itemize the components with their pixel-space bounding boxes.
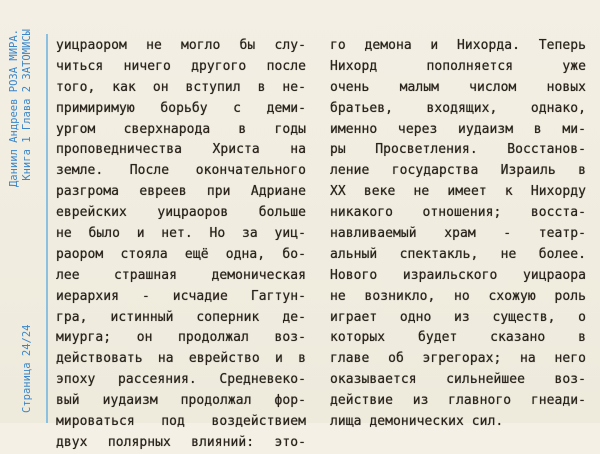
text-line: Нового израильского уицраора — [330, 267, 586, 283]
right-text-column — [330, 36, 586, 433]
page-counter: Страница 24/24 — [21, 324, 33, 413]
text-line: земле. После окончательного — [56, 163, 306, 179]
text-line: го демона и Нихорда. Теперь — [330, 38, 586, 53]
text-line: ургом сверхнарода в годы — [56, 121, 306, 137]
text-line: братьев, входящих, однако, — [330, 100, 586, 116]
text-line: главе об эгрегорах; на него — [330, 351, 586, 367]
text-line: гра, истинный соперник де- — [56, 309, 306, 325]
text-line: которых будет сказано в — [330, 330, 586, 346]
text-line: эпоху рассеяния. Средневеко- — [56, 372, 306, 388]
text-line: оказывается сильнейшее воз- — [330, 372, 586, 388]
text-line: читься ничего другого после — [56, 58, 306, 74]
text-line: лища демонических сил. — [330, 414, 504, 430]
text-line: никакого отношения; восста- — [330, 205, 586, 221]
text-line: миурга; он продолжал воз- — [56, 330, 306, 346]
text-line: XX веке не имеет к Нихорду — [330, 184, 586, 200]
text-line: мироваться под воздействием — [56, 414, 306, 430]
text-line: очень малым числом новых — [330, 79, 586, 95]
text-line: альный спектакль, не более. — [330, 246, 586, 262]
margin-rule — [46, 34, 48, 423]
text-line: действие из главного гнеади- — [330, 393, 586, 409]
text-line: вый иудаизм продолжал фор- — [56, 393, 306, 409]
side-label-chapter: Книга 1 Глава 2 ЗАТОМИСЫ — [21, 29, 33, 181]
text-line: разгрома евреев при Адриане — [56, 184, 306, 200]
text-line: того, как он вступил в не- — [56, 79, 306, 95]
text-line: играет одно из существ, о — [330, 309, 586, 325]
text-line: проповедничества Христа на — [56, 142, 306, 158]
text-line: навливаемый храм - театр- — [330, 226, 586, 242]
text-line: раором стояла ещё одна, бо- — [56, 246, 306, 262]
text-line: лее страшная демоническая — [56, 267, 306, 283]
text-line: ление государства Израиль в — [330, 163, 586, 179]
text-line: еврейских уицраоров больше — [56, 205, 306, 221]
side-label-title: Даниил Андреев РОЗА МИРА. — [8, 29, 20, 188]
text-line: примиримую борьбу с деми- — [56, 100, 306, 116]
side-label-bottom-row — [21, 21, 34, 413]
text-line: уицраором не могло бы слу- — [56, 38, 306, 53]
text-line: ры Просветления. Восстанов- — [330, 142, 586, 158]
text-line: именно через иудаизм в ми- — [330, 121, 586, 137]
text-line: не было и нет. Но за уиц- — [56, 226, 306, 242]
text-line: двух полярных влияний: это- — [56, 434, 306, 450]
text-line: иерархия - исчадие Гагтун- — [56, 288, 306, 304]
left-text-column — [56, 36, 306, 454]
text-line: действовать на еврейство и в — [56, 351, 306, 367]
text-line: Нихорд пополняется уже — [330, 58, 586, 74]
side-label — [8, 21, 34, 413]
text-line: не возникло, но схожую роль — [330, 288, 586, 304]
